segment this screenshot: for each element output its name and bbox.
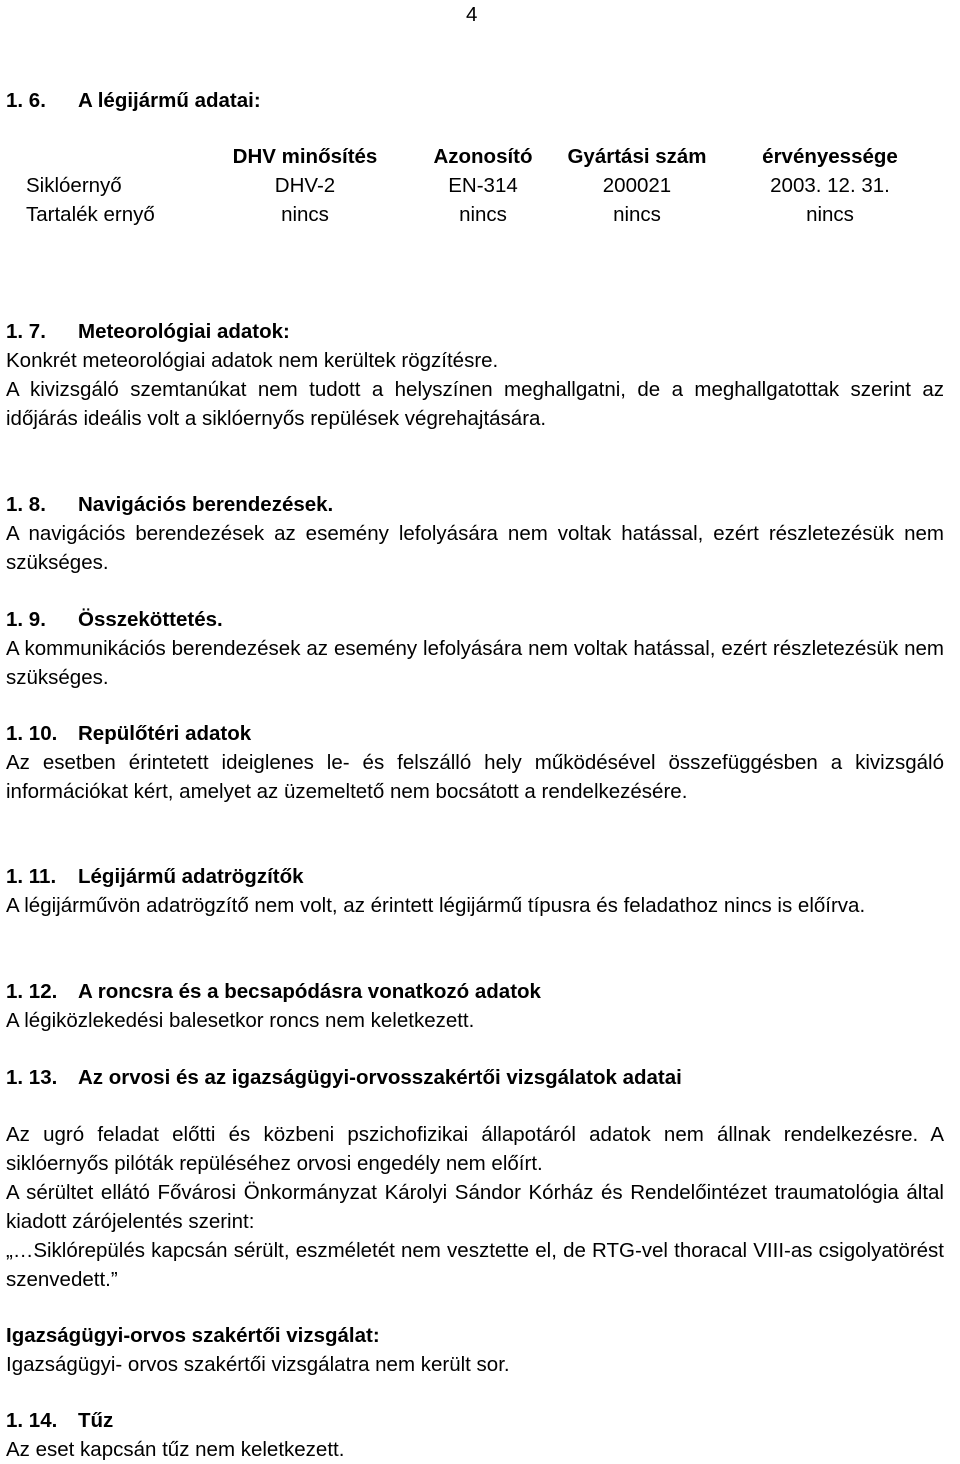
- table-header-cell: [26, 142, 196, 171]
- section-heading: [6, 1406, 944, 1435]
- section-1-10: [6, 719, 944, 806]
- table-cell: nincs: [459, 203, 507, 226]
- table-cell: nincs: [806, 203, 854, 226]
- paragraph: A légijárművön adatrögzítő nem volt, az érintett légijármű típusra és feladathoz nincs is előírva.: [6, 894, 866, 917]
- section-heading: [6, 719, 944, 748]
- section-title: Tűz: [78, 1409, 114, 1432]
- table-cell: DHV-2: [274, 174, 336, 197]
- section-heading: [6, 977, 944, 1006]
- table-header-cell: Azonosító: [433, 145, 533, 168]
- section-title: Összeköttetés.: [78, 608, 223, 631]
- table-header-cell: DHV minősítés: [232, 145, 378, 168]
- paragraph: A kivizsgáló szemtanúkat nem tudott a helyszínen meghallgatni, de a meghallgatottak szerint az időjárás ideális volt a siklóernyős repülések végrehajtására.: [6, 378, 944, 430]
- table-header-row: [26, 142, 938, 171]
- table-row: [26, 171, 938, 200]
- quote-paragraph: „…Siklórepülés kapcsán sérült, eszméletét nem vesztette el, de RTG-vel thoracal VIII-as csigolyatörést szenvedett.”: [6, 1239, 944, 1291]
- table-cell: EN-314: [448, 174, 518, 197]
- section-number: 1. 8.: [6, 493, 46, 516]
- table-cell: nincs: [613, 203, 661, 226]
- section-title: Az orvosi és az igazságügyi-orvosszakértői vizsgálatok adatai: [78, 1066, 682, 1089]
- paragraph: Az eset kapcsán tűz nem keletkezett.: [6, 1438, 345, 1461]
- aircraft-data-table: [26, 142, 938, 229]
- section-number: 1. 10.: [6, 722, 58, 745]
- table-row: [26, 200, 938, 229]
- table-cell: Siklóernyő: [26, 174, 122, 197]
- section-number: 1. 9.: [6, 608, 46, 631]
- section-heading: [6, 1063, 944, 1092]
- table-cell: Tartalék ernyő: [26, 203, 155, 226]
- section-1-12: [6, 977, 944, 1035]
- paragraph: Az esetben érintetett ideiglenes le- és felszálló hely működésével összefüggésben a kivizsgáló információkat kért, amelyet az üzemeltető nem bocsátott a rendelkezésére.: [6, 751, 944, 803]
- section-heading: [6, 86, 944, 115]
- subsection-title: Igazságügyi-orvos szakértői vizsgálat:: [6, 1324, 380, 1347]
- paragraph: Az ugró feladat előtti és közbeni pszichofizikai állapotáról adatok nem állnak rendelkezésre. A siklóernyős pilóták repüléséhez orvosi engedély nem előírt.: [6, 1123, 944, 1175]
- section-number: 1. 13.: [6, 1066, 58, 1089]
- table-header-cell: érvényessége: [762, 145, 898, 168]
- paragraph: Igazságügyi- orvos szakértői vizsgálatra nem került sor.: [6, 1353, 510, 1376]
- table-header-cell: Gyártási szám: [567, 145, 707, 168]
- table-cell: 2003. 12. 31.: [770, 174, 890, 197]
- section-title: A roncsra és a becsapódásra vonatkozó adatok: [78, 980, 541, 1003]
- section-heading: [6, 605, 944, 634]
- section-title: Meteorológiai adatok:: [78, 320, 290, 343]
- section-title: Navigációs berendezések.: [78, 493, 334, 516]
- section-title: A légijármű adatai:: [78, 89, 261, 112]
- section-title: Légijármű adatrögzítők: [78, 865, 304, 888]
- section-1-7: [6, 317, 944, 433]
- section-1-14: [6, 1406, 944, 1464]
- section-heading: [6, 490, 944, 519]
- section-number: 1. 6.: [6, 89, 46, 112]
- section-number: 1. 7.: [6, 320, 46, 343]
- section-title: Repülőtéri adatok: [78, 722, 252, 745]
- table-cell: nincs: [281, 203, 329, 226]
- paragraph: A sérültet ellátó Fővárosi Önkormányzat Károlyi Sándor Kórház és Rendelőintézet traumatológia által kiadott zárójelentés szerint:: [6, 1181, 944, 1233]
- section-1-13-body: [6, 1120, 944, 1294]
- section-number: 1. 12.: [6, 980, 58, 1003]
- section-number: 1. 14.: [6, 1409, 58, 1432]
- paragraph: A légiközlekedési balesetkor roncs nem keletkezett.: [6, 1009, 475, 1032]
- page-number: 4: [466, 3, 478, 26]
- section-1-9: [6, 605, 944, 692]
- section-heading: [6, 862, 944, 891]
- table-cell: 200021: [602, 174, 672, 197]
- section-1-6-heading: [6, 86, 944, 115]
- section-1-11: [6, 862, 944, 920]
- section-heading: [6, 317, 944, 346]
- section-1-8: [6, 490, 944, 577]
- section-number: 1. 11.: [6, 865, 57, 888]
- forensic-subsection: [6, 1321, 944, 1379]
- paragraph: A navigációs berendezések az esemény lefolyására nem voltak hatással, ezért részletezésük nem szükséges.: [6, 522, 944, 574]
- section-1-13-heading: [6, 1063, 944, 1092]
- paragraph: A kommunikációs berendezések az esemény lefolyására nem voltak hatással, ezért részletezésük nem szükséges.: [6, 637, 944, 689]
- paragraph: Konkrét meteorológiai adatok nem kerültek rögzítésre.: [6, 349, 499, 372]
